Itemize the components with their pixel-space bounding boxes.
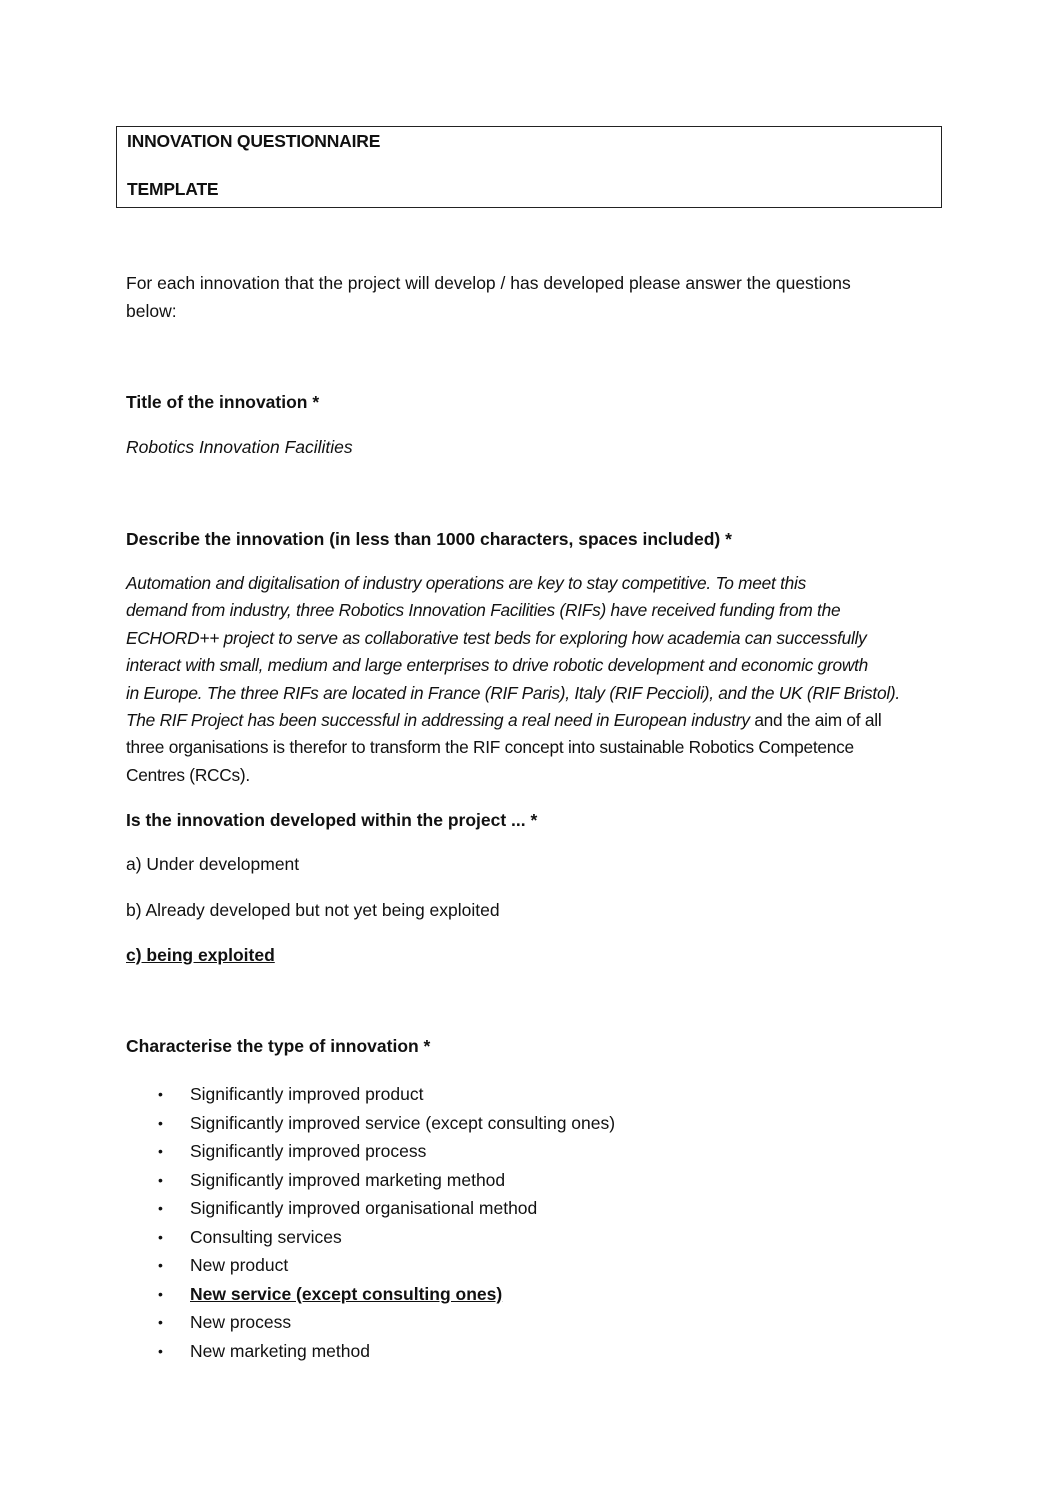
innovation-type-list xyxy=(158,1080,615,1365)
bullet-icon: • xyxy=(158,1257,163,1273)
developed-option-c-selected: c) being exploited xyxy=(126,945,275,965)
bullet-icon: • xyxy=(158,1342,163,1359)
list-item xyxy=(158,1251,615,1280)
list-item-label: New marketing method xyxy=(190,1340,370,1361)
describe-line: Automation and digitalisation of industry operations are key to stay competitive. To meet this xyxy=(126,573,806,593)
list-item xyxy=(158,1194,615,1223)
bullet-icon: • xyxy=(158,1285,163,1302)
describe-line: demand from industry, three Robotics Innovation Facilities (RIFs) have received funding from the xyxy=(126,600,841,621)
list-item-label: Significantly improved marketing method xyxy=(190,1169,506,1190)
list-item-label: Significantly improved product xyxy=(190,1084,424,1104)
describe-line-plain-part: and the aim of all xyxy=(749,710,882,731)
bullet-icon: • xyxy=(158,1114,163,1131)
describe-answer xyxy=(126,570,946,789)
list-item xyxy=(158,1109,615,1138)
type-question-label: Characterise the type of innovation * xyxy=(126,1036,431,1056)
list-item xyxy=(158,1337,615,1366)
developed-question-label: Is the innovation developed within the project ... * xyxy=(126,810,538,830)
describe-line: interact with small, medium and large enterprises to drive robotic development and economic growth xyxy=(126,655,869,676)
list-item-label-selected: New service (except consulting ones) xyxy=(190,1283,503,1304)
list-item-label: Significantly improved process xyxy=(190,1141,427,1161)
bullet-icon: • xyxy=(158,1171,163,1188)
bullet-icon: • xyxy=(158,1086,163,1102)
intro-line-2: below: xyxy=(126,301,177,321)
list-item xyxy=(158,1166,615,1195)
describe-line: ECHORD++ project to serve as collaborative test beds for exploring how academia can successfully xyxy=(126,627,867,648)
bullet-icon: • xyxy=(158,1200,163,1216)
list-item-label: Significantly improved organisational method xyxy=(190,1198,538,1218)
list-item-selected xyxy=(158,1280,615,1309)
document-title: INNOVATION QUESTIONNAIRE xyxy=(127,131,381,151)
list-item-label: New process xyxy=(190,1312,292,1332)
describe-line: three organisations is therefor to transform the RIF concept into sustainable Robotics Competence xyxy=(126,737,854,758)
list-item xyxy=(158,1223,615,1252)
developed-option-a: a) Under development xyxy=(126,854,300,874)
describe-line-italic-part: The RIF Project has been successful in addressing a real need in European industry xyxy=(126,710,750,731)
list-item-label: New product xyxy=(190,1255,289,1275)
list-item xyxy=(158,1137,615,1166)
describe-question-label: Describe the innovation (in less than 1000 characters, spaces included) * xyxy=(126,529,732,549)
describe-line: Centres (RCCs). xyxy=(126,764,250,785)
list-item xyxy=(158,1080,615,1109)
describe-line: in Europe. The three RIFs are located in France (RIF Paris), Italy (RIF Peccioli), and the UK (RIF Bristol). xyxy=(126,682,900,703)
bullet-icon: • xyxy=(158,1314,163,1330)
document-subtitle: TEMPLATE xyxy=(127,179,219,199)
title-question-answer: Robotics Innovation Facilities xyxy=(126,437,353,457)
intro-line-1: For each innovation that the project will develop / has developed please answer the questions xyxy=(126,273,851,293)
bullet-icon: • xyxy=(158,1228,163,1245)
bullet-icon: • xyxy=(158,1143,163,1159)
developed-option-b: b) Already developed but not yet being exploited xyxy=(126,900,500,920)
describe-line-mixed xyxy=(126,707,946,734)
list-item-label: Significantly improved service (except consulting ones) xyxy=(190,1112,616,1133)
title-box xyxy=(116,126,942,208)
title-question-label: Title of the innovation * xyxy=(126,392,320,412)
list-item-label: Consulting services xyxy=(190,1226,342,1247)
list-item xyxy=(158,1308,615,1337)
